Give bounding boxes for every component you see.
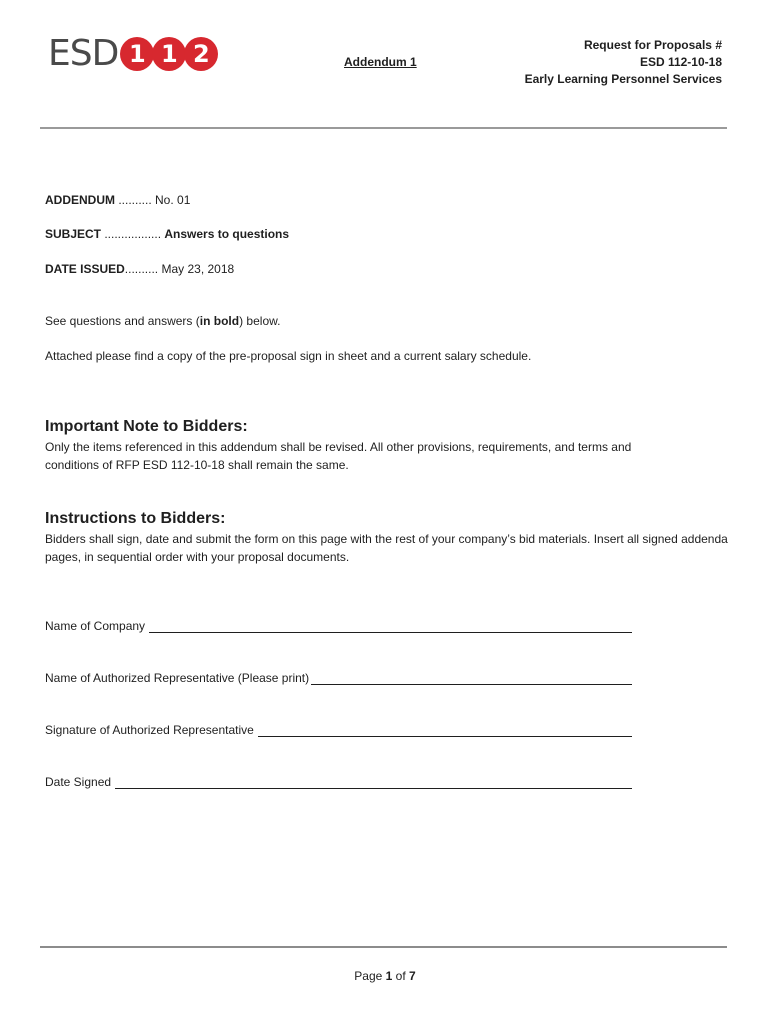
intro-line-2: Attached please find a copy of the pre-proposal sign in sheet and a current salary schedule. [45, 349, 532, 363]
footer-divider [40, 946, 727, 948]
subject-label: SUBJECT [45, 227, 102, 241]
page-total: 7 [409, 969, 416, 983]
representative-name-line[interactable] [311, 672, 632, 685]
intro-line-1 [45, 312, 735, 330]
header-addendum-title: Addendum 1 [344, 55, 417, 69]
intro-line-1-pre: See questions and answers ( [45, 314, 200, 328]
header-rfp-line-1: Request for Proposals # [583, 38, 722, 52]
page-number [0, 969, 770, 983]
date-issued-dots: .......... [124, 262, 162, 276]
page-word: Page [354, 969, 383, 983]
instructions-body: Bidders shall sign, date and submit the form on this page with the rest of your company’s bid materials. Insert all signed addenda pages, in sequential order with your proposal documents. [45, 532, 728, 564]
important-note-body: Only the items referenced in this addendum shall be revised. All other provisions, requirements, and terms and conditions of RFP ESD 112-10-18 shall remain the same. [45, 440, 632, 472]
header-divider [40, 127, 727, 129]
esd112-logo [48, 34, 216, 74]
page-of-word: of [395, 969, 406, 983]
date-issued-line [45, 262, 234, 276]
company-name-label: Name of Company [45, 619, 146, 633]
addendum-number-line [45, 193, 190, 207]
company-name-field [45, 619, 632, 633]
logo-digit-1: 1 [120, 37, 154, 71]
date-signed-field [45, 775, 632, 789]
logo-digit-3: 2 [184, 37, 218, 71]
representative-signature-line[interactable] [258, 724, 632, 737]
intro-line-1-post: ) below. [239, 314, 281, 328]
header-rfp-line-3: Early Learning Personnel Services [524, 72, 722, 86]
date-signed-label: Date Signed [45, 775, 112, 789]
header-rfp-line-2: ESD 112-10-18 [639, 55, 722, 69]
date-signed-line[interactable] [115, 776, 632, 789]
representative-signature-label: Signature of Authorized Representative [45, 723, 254, 737]
date-issued-label: DATE ISSUED [45, 262, 125, 276]
representative-signature-field [45, 723, 632, 737]
subject-dots: ................. [101, 227, 165, 241]
date-issued-value: May 23, 2018 [161, 262, 235, 276]
header-rfp-info [525, 37, 722, 88]
logo-text: ESD [48, 33, 119, 74]
logo-digit-2: 1 [152, 37, 186, 71]
addendum-label: ADDENDUM [45, 193, 115, 207]
important-note-heading: Important Note to Bidders: [45, 418, 248, 435]
company-name-line[interactable] [149, 620, 632, 633]
addendum-dots: .......... [115, 193, 156, 207]
representative-name-field [45, 671, 632, 685]
subject-value: Answers to questions [164, 227, 290, 241]
instructions-heading: Instructions to Bidders: [45, 510, 226, 527]
logo-digits [120, 37, 216, 71]
addendum-value: No. 01 [155, 193, 191, 207]
subject-line [45, 227, 289, 241]
page-current: 1 [385, 969, 393, 983]
intro-line-1-bold: in bold [199, 314, 240, 328]
representative-name-label: Name of Authorized Representative (Please print) [45, 671, 310, 685]
